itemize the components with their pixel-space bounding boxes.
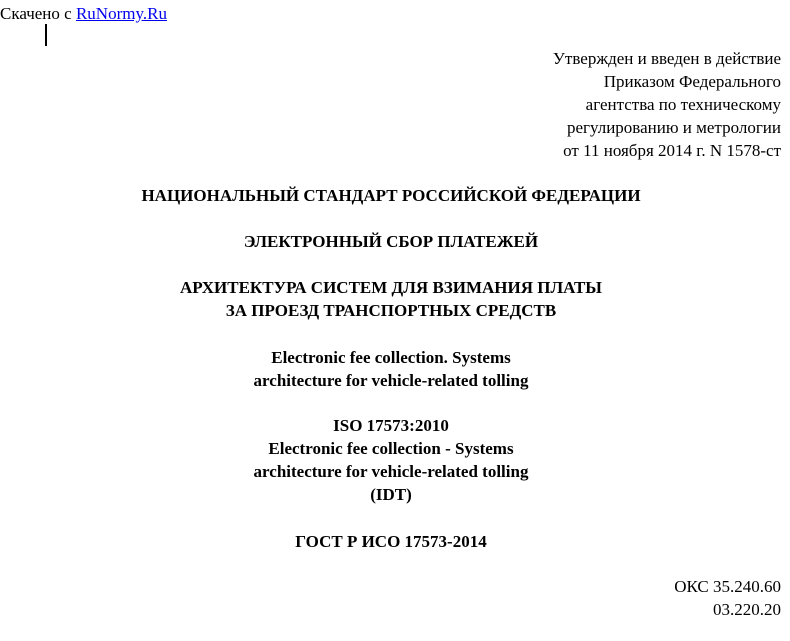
national-standard-text: НАЦИОНАЛЬНЫЙ СТАНДАРТ РОССИЙСКОЙ ФЕДЕРАЦИИ [141, 186, 641, 205]
approval-line: Приказом Федерального [603, 72, 781, 91]
classification-line: ОКС 35.240.60 [674, 577, 781, 596]
subject-heading [0, 230, 782, 253]
iso-reference-line: Electronic fee collection - Systems [268, 439, 514, 458]
standard-name-line: ЗА ПРОЕЗД ТРАНСПОРТНЫХ СРЕДСТВ [225, 301, 557, 320]
iso-reference-line: (IDT) [370, 485, 412, 504]
runormy-link[interactable]: RuNormy.Ru [75, 4, 167, 23]
classification-line: 03.220.20 [713, 600, 781, 619]
gost-text: ГОСТ Р ИСО 17573-2014 [295, 532, 487, 551]
iso-reference-line: ISO 17573:2010 [333, 416, 449, 435]
english-title-block [0, 346, 782, 392]
iso-reference-line: architecture for vehicle-related tolling [253, 462, 529, 481]
approval-line: от 11 ноября 2014 г. N 1578-ст [563, 141, 781, 160]
subject-text: ЭЛЕКТРОННЫЙ СБОР ПЛАТЕЖЕЙ [243, 232, 539, 251]
national-standard-heading [0, 184, 782, 207]
classification-block [674, 575, 781, 621]
english-title-line: Electronic fee collection. Systems [271, 348, 511, 367]
text-caret [45, 24, 47, 46]
standard-name-line: АРХИТЕКТУРА СИСТЕМ ДЛЯ ВЗИМАНИЯ ПЛАТЫ [180, 278, 602, 297]
gost-designation [0, 530, 782, 553]
english-title-line: architecture for vehicle-related tolling [253, 371, 529, 390]
download-source-line [0, 2, 167, 25]
approval-line: агентства по техническому [585, 95, 781, 114]
standard-name-heading [0, 276, 782, 322]
approval-block [553, 47, 781, 162]
download-prefix: Скачено с [0, 4, 76, 23]
approval-line: регулированию и метрологии [566, 118, 781, 137]
iso-reference-block [0, 414, 782, 506]
approval-line: Утвержден и введен в действие [552, 49, 781, 68]
